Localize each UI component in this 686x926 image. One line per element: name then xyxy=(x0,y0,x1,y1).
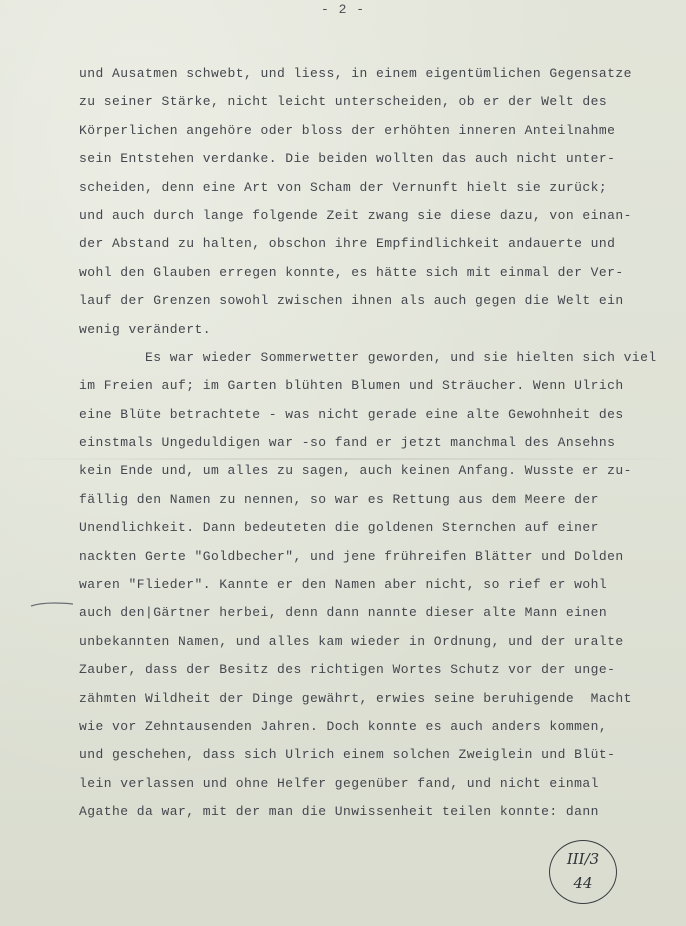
text-line: im Freien auf; im Garten blühten Blumen und Sträucher. Wenn Ulrich xyxy=(79,378,624,394)
text-line: zu seiner Stärke, nicht leicht unterscheiden, ob er der Welt des xyxy=(79,94,608,110)
text-line: wohl den Glauben erregen konnte, es hätte sich mit einmal der Ver- xyxy=(79,264,624,280)
text-line: Körperlichen angehöre oder bloss der erhöhten inneren Anteilnahme xyxy=(79,122,616,138)
archive-stamp xyxy=(549,840,619,904)
text-line: lauf der Grenzen sowohl zwischen ihnen als auch gegen die Welt ein xyxy=(79,293,624,309)
typewritten-text-block xyxy=(79,60,679,827)
text-line: und Ausatmen schwebt, und liess, in einem eigentümlichen Gegensatze xyxy=(79,66,632,81)
text-line: auch den|Gärtner herbei, denn dann nannte dieser alte Mann einen xyxy=(79,605,608,621)
text-line: Zauber, dass der Besitz des richtigen Wortes Schutz vor der unge- xyxy=(79,662,616,678)
text-line: sein Entstehen verdanke. Die beiden wollten das auch nicht unter- xyxy=(79,151,616,167)
text-line: Unendlichkeit. Dann bedeuteten die goldenen Sternchen auf einer xyxy=(79,520,599,536)
text-line: lein verlassen und ohne Helfer gegenüber fand, und nicht einmal xyxy=(79,775,599,791)
text-line: fällig den Namen zu nennen, so war es Rettung aus dem Meere der xyxy=(79,491,599,507)
text-line: scheiden, denn eine Art von Scham der Vernunft hielt sie zurück; xyxy=(79,179,608,195)
text-line: einstmals Ungeduldigen war -so fand er jetzt manchmal des Ansehns xyxy=(79,435,616,451)
margin-pencil-mark-icon xyxy=(30,600,74,610)
text-line: kein Ende und, um alles zu sagen, auch keinen Anfang. Wusste er zu- xyxy=(79,463,632,479)
archive-stamp-code: III/3 xyxy=(566,850,600,868)
text-line: nackten Gerte "Goldbecher", und jene frühreifen Blätter und Dolden xyxy=(79,548,624,564)
text-line: waren "Flieder". Kannte er den Namen aber nicht, so rief er wohl xyxy=(79,577,608,593)
text-line: unbekannten Namen, und alles kam wieder in Ordnung, und der uralte xyxy=(79,633,624,649)
text-line: der Abstand zu halten, obschon ihre Empfindlichkeit andauerte und xyxy=(79,236,616,252)
text-line: und auch durch lange folgende Zeit zwang sie diese dazu, von einan- xyxy=(79,207,632,223)
archive-stamp-number: 44 xyxy=(573,874,593,892)
text-line: zähmten Wildheit der Dinge gewährt, erwies seine beruhigende Macht xyxy=(79,690,632,706)
text-line: wenig verändert. xyxy=(79,321,212,337)
text-line: eine Blüte betrachtete - was nicht gerade eine alte Gewohnheit des xyxy=(79,406,624,422)
text-line: und geschehen, dass sich Ulrich einem solchen Zweiglein und Blüt- xyxy=(79,747,616,763)
page-number: - 2 - xyxy=(320,2,365,17)
text-line: Agathe da war, mit der man die Unwissenheit teilen konnte: dann xyxy=(79,804,599,820)
text-line: wie vor Zehntausenden Jahren. Doch konnte es auch anders kommen, xyxy=(79,718,608,734)
text-line: Es war wieder Sommerwetter geworden, und sie hielten sich viel xyxy=(79,349,657,365)
